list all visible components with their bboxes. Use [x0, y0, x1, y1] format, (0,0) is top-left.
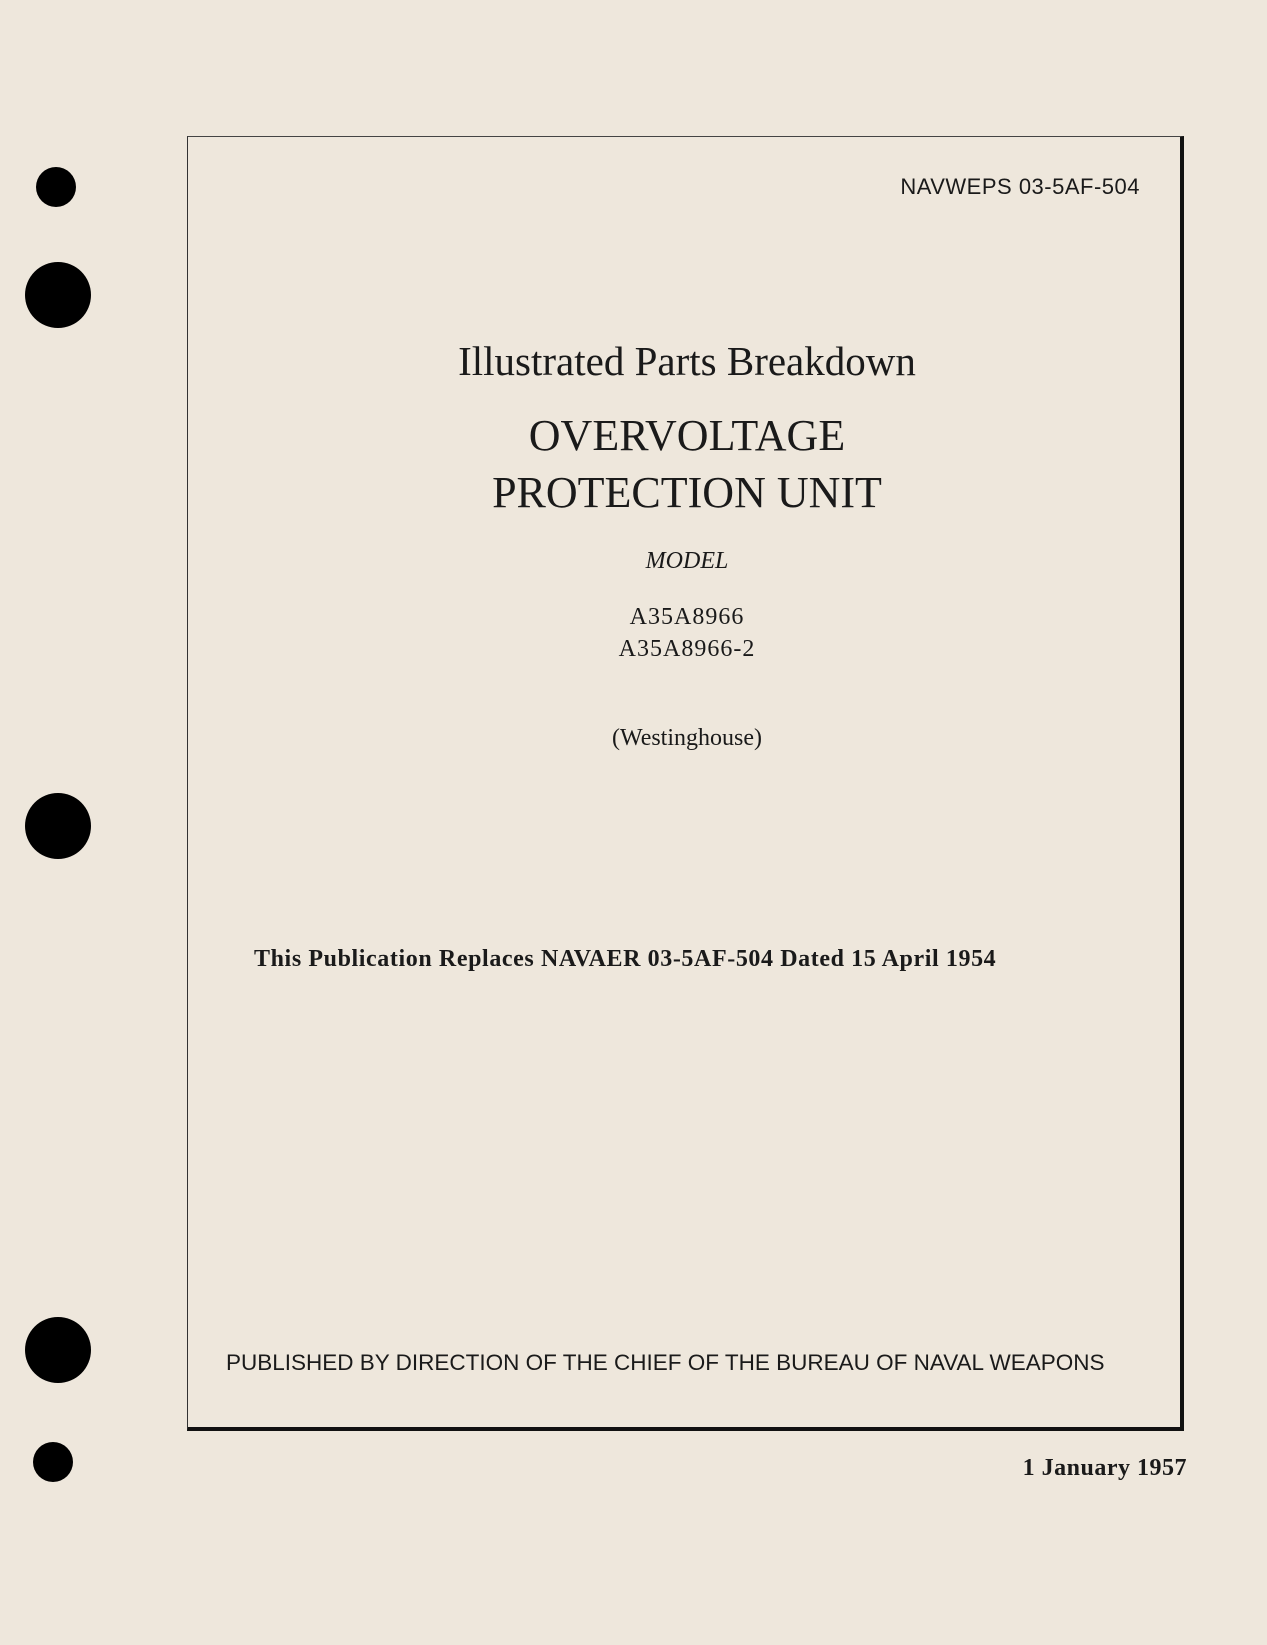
model-number: A35A8966 [629, 604, 745, 630]
title-line-1: Illustrated Parts Breakdown [458, 338, 916, 384]
title-line-2: OVERVOLTAGE [528, 411, 846, 460]
supersedes-notice: This Publication Replaces NAVAER 03-5AF-504 Dated 15 April 1954 [254, 946, 997, 972]
manufacturer: (Westinghouse) [611, 725, 763, 751]
binder-hole [25, 262, 91, 328]
binder-hole [33, 1442, 73, 1482]
document-number: NAVWEPS 03-5AF-504 [900, 174, 1140, 199]
publication-date: 1 January 1957 [1022, 1455, 1187, 1481]
binder-hole [36, 167, 76, 207]
title-line-3: PROTECTION UNIT [492, 468, 882, 517]
model-label: MODEL [645, 548, 729, 574]
binder-hole [25, 793, 91, 859]
publication-authority: PUBLISHED BY DIRECTION OF THE CHIEF OF THE BUREAU OF NAVAL WEAPONS [226, 1350, 1105, 1375]
cover-frame [187, 136, 1184, 1431]
binder-hole [25, 1317, 91, 1383]
model-number: A35A8966-2 [618, 636, 756, 662]
